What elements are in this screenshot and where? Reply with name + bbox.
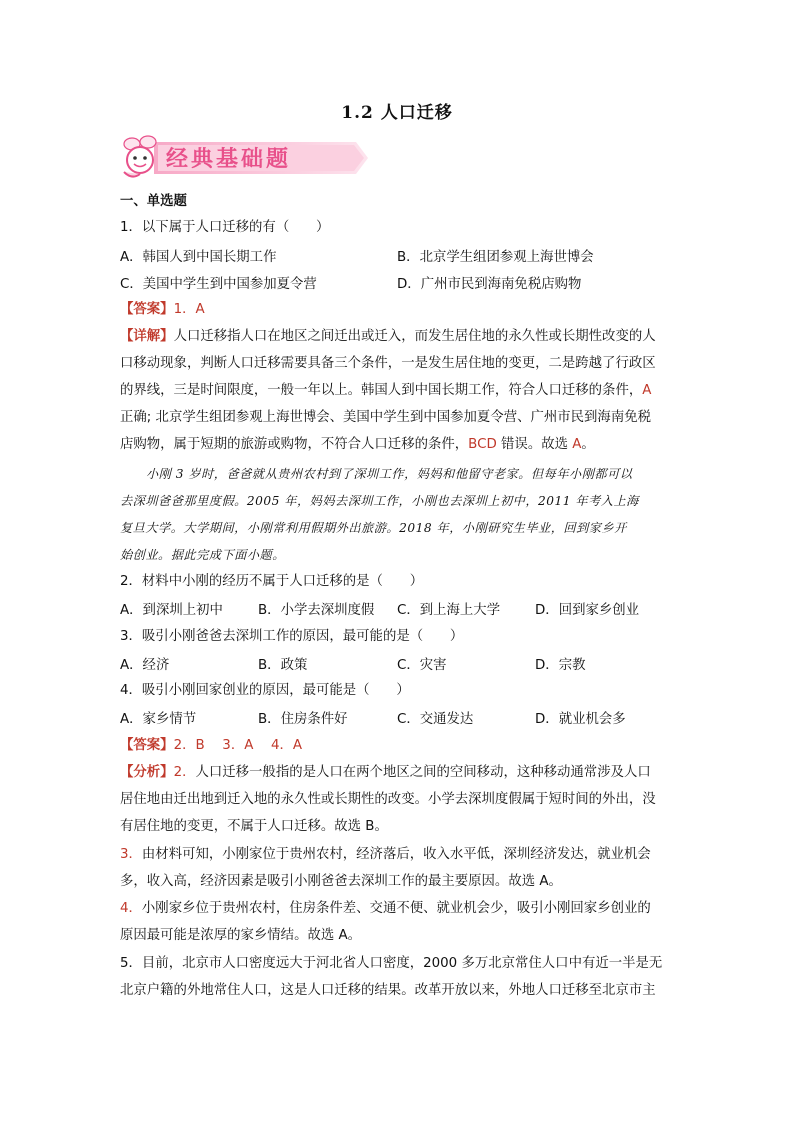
q1-answer xyxy=(120,300,205,320)
answer-label: 【答案】 xyxy=(120,738,174,753)
detail-label: 【详解】 xyxy=(120,329,174,344)
material-line-3: 复旦大学。大学期间，小刚常利用假期外出旅游。2018 年，小刚研究生毕业，回到家乡开 xyxy=(120,521,627,535)
q1-stem: 1．以下属于人口迁移的有（ ） xyxy=(120,220,330,235)
material-line-4: 始创业。据此完成下面小题。 xyxy=(120,548,285,562)
detail-text: 的界线，三是时间限度，一般一年以上。韩国人到中国长期工作，符合人口迁移的条件， xyxy=(120,383,643,398)
analysis-number: 4． xyxy=(120,901,142,916)
q2-option-d: D．回到家乡创业 xyxy=(535,603,640,618)
answer-value: 2．B 3．A 4．A xyxy=(173,738,303,753)
q1-option-b: B．北京学生组团参观上海世博会 xyxy=(397,250,594,265)
q3-option-d: D．宗教 xyxy=(535,658,586,673)
detail-text: 人口迁移指人口在地区之间迁出或迁入，而发生居住地的永久性或长期性改变的人 xyxy=(173,329,656,344)
answer-label: 【答案】 xyxy=(120,302,174,317)
detail-highlight: A xyxy=(642,383,652,398)
q1-detail-line-4: 正确; 北京学生组团参观上海世博会、美国中学生到中国参加夏令营、广州市民到海南免税 xyxy=(120,410,651,425)
analysis-q3-line-2: 多，收入高，经济因素是吸引小刚爸爸去深圳工作的最主要原因。故选 A。 xyxy=(120,874,562,889)
q2-option-a: A．到深圳上初中 xyxy=(120,603,223,618)
section-banner xyxy=(118,132,370,184)
q1-detail-line-1 xyxy=(120,327,656,347)
analysis-q4-line-1 xyxy=(120,899,651,919)
q1-detail-line-2: 口移动现象，判断人口迁移需要具备三个条件，一是发生居住地的变更，二是跨越了行政区 xyxy=(120,356,656,371)
section-heading: 一、单选题 xyxy=(120,194,187,209)
q5-stem-line-2: 北京户籍的外地常住人口，这是人口迁移的结果。改革开放以来，外地人口迁移至北京市主 xyxy=(120,983,656,998)
q2-stem: 2．材料中小刚的经历不属于人口迁移的是（ ） xyxy=(120,574,424,589)
analysis-q2-line-3: 有居住地的变更，不属于人口迁移。故选 B。 xyxy=(120,819,388,834)
q3-option-b: B．政策 xyxy=(258,658,308,673)
q4-option-d: D．就业机会多 xyxy=(535,712,626,727)
analysis-text: 小刚家乡位于贵州农村，住房条件差、交通不便、就业机会少，吸引小刚回家乡创业的 xyxy=(141,901,651,916)
q5-stem-line-1: 5．目前，北京市人口密度远大于河北省人口密度，2000 多万北京常住人口中有近一半是无 xyxy=(120,956,663,971)
q1-option-a: A．韩国人到中国长期工作 xyxy=(120,250,277,265)
analysis-number: 3． xyxy=(120,847,142,862)
q2-option-c: C．到上海上大学 xyxy=(397,603,501,618)
bee-mascot-icon xyxy=(118,132,166,184)
analysis-number: 2． xyxy=(173,765,196,780)
answer-value: 1．A xyxy=(173,302,205,317)
q2-option-b: B．小学去深圳度假 xyxy=(258,603,375,618)
analysis-text: 由材料可知，小刚家位于贵州农村，经济落后，收入水平低，深圳经济发达，就业机会 xyxy=(141,847,651,862)
detail-text: 错误。故选 xyxy=(496,437,573,452)
material-line-2: 去深圳爸爸那里度假。2005 年，妈妈去深圳工作，小刚也去深圳上初中，2011 年考入上海 xyxy=(120,494,639,508)
analysis-q2-line-1 xyxy=(120,763,651,783)
detail-highlight: A xyxy=(572,437,582,452)
analysis-q3-line-1 xyxy=(120,845,651,865)
q4-stem: 4．吸引小刚回家创业的原因，最可能是（ ） xyxy=(120,683,410,698)
analysis-q4-line-2: 原因最可能是浓厚的家乡情结。故选 A。 xyxy=(120,928,362,943)
q3-option-a: A．经济 xyxy=(120,658,170,673)
q1-detail-line-3 xyxy=(120,381,651,401)
detail-text: 店购物，属于短期的旅游或购物，不符合人口迁移的条件， xyxy=(120,437,469,452)
q3-stem: 3．吸引小刚爸爸去深圳工作的原因，最可能的是（ ） xyxy=(120,629,464,644)
analysis-q2-line-2: 居住地由迁出地到迁入地的永久性或长期性的改变。小学去深圳度假属于短时间的外出，没 xyxy=(120,792,656,807)
page-title: 1.2 人口迁移 xyxy=(341,103,453,123)
q4-option-b: B．住房条件好 xyxy=(258,712,348,727)
q3-option-c: C．灾害 xyxy=(397,658,447,673)
q2-4-answer xyxy=(120,736,302,756)
detail-highlight: BCD xyxy=(468,437,497,452)
analysis-text: 人口迁移一般指的是人口在两个地区之间的空间移动，这种移动通常涉及人口 xyxy=(195,765,651,780)
banner-title: 经典基础题 xyxy=(166,147,292,172)
q1-option-c: C．美国中学生到中国参加夏令营 xyxy=(120,277,317,292)
q4-option-c: C．交通发达 xyxy=(397,712,474,727)
q1-detail-line-5 xyxy=(120,435,595,455)
q1-option-d: D．广州市民到海南免税店购物 xyxy=(397,277,582,292)
material-line-1: 小刚 3 岁时，爸爸就从贵州农村到了深圳工作，妈妈和他留守老家。但每年小刚都可以 xyxy=(146,467,633,481)
analysis-label: 【分析】 xyxy=(120,765,174,780)
detail-text: 。 xyxy=(581,437,595,452)
q4-option-a: A．家乡情节 xyxy=(120,712,197,727)
